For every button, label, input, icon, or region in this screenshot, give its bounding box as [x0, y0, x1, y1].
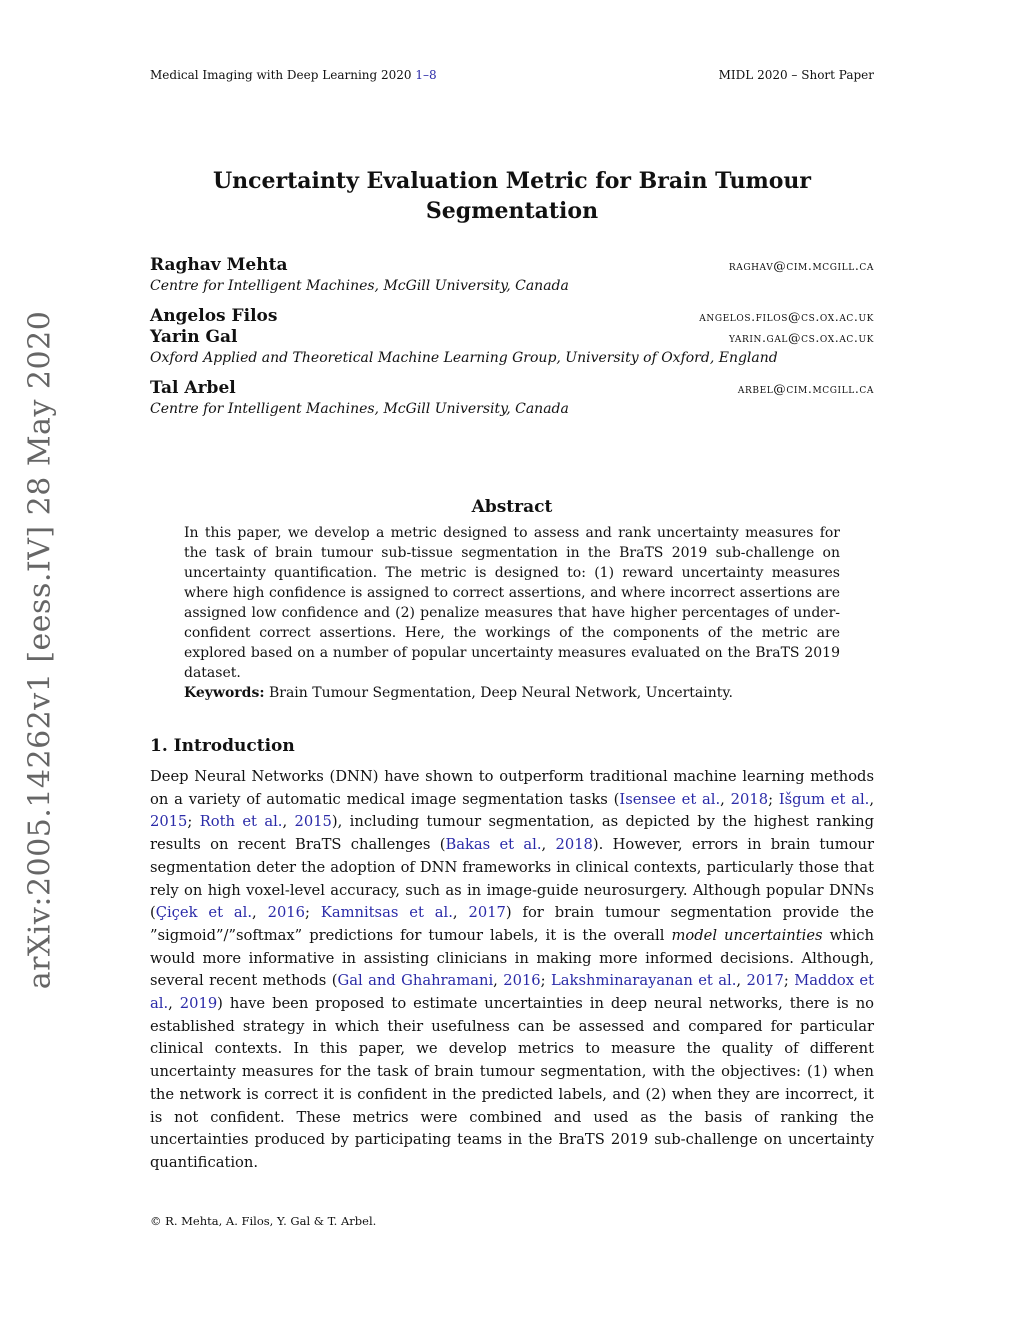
header-venue: Medical Imaging with Deep Learning 2020 1–8 — [150, 68, 437, 82]
author-row — [150, 327, 874, 348]
author-name: Tal Arbel — [150, 378, 236, 398]
keywords-label: Keywords: — [184, 685, 265, 701]
author-email[interactable]: angelos.filos@cs.ox.ac.uk — [699, 309, 874, 324]
citation-link[interactable]: 2015 — [150, 813, 188, 831]
citation-link[interactable]: 2016 — [503, 972, 541, 990]
citation-link[interactable]: 2018 — [555, 836, 593, 854]
abstract-text: In this paper, we develop a metric designed to assess and rank uncertainty measures for the task of brain tumour sub-tissue segmentation in the BraTS 2019 sub-challenge on uncertainty quantification. The metric is designed to: (1) reward uncertainty measures where high confidence is assigned to correct assertions, and where incorrect assertions are assigned low confidence and (2) penalize measures that have higher percentages of under-confident correct assertions. Here, the workings of the components of the metric are explored based on a number of popular uncertainty measures evaluated on the BraTS 2019 dataset. — [184, 525, 840, 681]
author-email[interactable]: arbel@cim.mcgill.ca — [737, 381, 874, 396]
citation-link[interactable]: 2016 — [267, 904, 305, 922]
citation-link[interactable]: Bakas et al. — [445, 836, 542, 854]
title-line-2: Segmentation — [425, 198, 599, 224]
keywords-list: Brain Tumour Segmentation, Deep Neural Network, Uncertainty. — [268, 685, 733, 701]
author-affiliation: Oxford Applied and Theoretical Machine Learning Group, University of Oxford, England — [150, 350, 778, 366]
arxiv-identifier: arXiv:2005.14262v1 [eess.IV] 28 May 2020 — [22, 310, 58, 990]
citation-link[interactable]: Lakshminarayanan et al. — [551, 972, 737, 990]
citation-link[interactable]: Gal and Ghahramani — [337, 972, 494, 990]
abstract-heading: Abstract — [471, 497, 553, 517]
intro-paragraph: Deep Neural Networks (DNN) have shown to outperform traditional machine learning methods on a variety of automatic medical image segmentation tasks (Isensee et al., 2018; Išgum et al., 2015; Roth et al., 2015), including tumour segmentation, as depicted by the highest ranking results on recent BraTS challenges (Bakas et al., 2018). However, errors in brain tumour segmentation deter the adoption of DNN frameworks in clinical contexts, particularly those that rely on high voxel-level accuracy, such as in image-guide neurosurgery. Although popular DNNs (Çiçek et al., 2016; Kamnitsas et al., 2017) for brain tumour segmentation provide the ”sigmoid”/”softmax” predictions for tumour labels, it is the overall model uncertainties which would more informative in assisting clinicians in making more informed decisions. Although, several recent methods (Gal and Ghahramani, 2016; Lakshminarayanan et al., 2017; Maddox et al., 2019) have been proposed to estimate uncertainties in deep neural networks, there is no established strategy in which their usefulness can be assessed and compared for particular clinical contexts. In this paper, we develop metrics to measure the quality of different uncertainty measures for the task of brain tumour segmentation, with the objectives: (1) when the network is correct it is confident in the predicted labels, and (2) when they are incorrect, it is not confident. These metrics were combined and used as the basis of ranking the uncertainties produced by participating teams in the BraTS 2019 sub-challenge on uncertainty quantification. — [150, 768, 875, 1171]
citation-link[interactable]: Maddox et al. — [150, 972, 875, 1013]
abstract-section — [184, 497, 840, 703]
paper-title — [150, 166, 874, 226]
citation-link[interactable]: Išgum et al. — [778, 790, 870, 808]
citation-link[interactable]: Isensee et al. — [619, 790, 721, 808]
header-pages-link[interactable]: 1–8 — [415, 68, 437, 82]
author-affiliation: Centre for Intelligent Machines, McGill University, Canada — [150, 278, 569, 294]
citation-link[interactable]: Kamnitsas et al. — [320, 904, 453, 922]
citation-link[interactable]: 2017 — [468, 904, 506, 922]
title-line-1: Uncertainty Evaluation Metric for Brain Tumour — [212, 168, 812, 194]
citation-link[interactable]: Çiçek et al. — [155, 904, 253, 922]
author-email[interactable]: yarin.gal@cs.ox.ac.uk — [729, 330, 874, 345]
arxiv-sidebar — [20, 310, 60, 990]
author-name: Yarin Gal — [150, 327, 238, 347]
emphasis: model uncertainties — [671, 926, 823, 944]
author-affiliation: Centre for Intelligent Machines, McGill University, Canada — [150, 401, 569, 417]
author-block — [150, 255, 874, 419]
introduction-section — [150, 736, 874, 1175]
author-name: Raghav Mehta — [150, 255, 288, 275]
citation-link[interactable]: 2015 — [294, 813, 332, 831]
author-email[interactable]: raghav@cim.mcgill.ca — [728, 258, 874, 273]
citation-link[interactable]: 2019 — [179, 995, 218, 1013]
citation-link[interactable]: 2017 — [746, 972, 784, 990]
section-heading: 1. Introduction — [150, 736, 295, 756]
header-paper-type: MIDL 2020 – Short Paper — [718, 68, 874, 82]
author-row — [150, 255, 874, 276]
running-header — [150, 68, 874, 82]
copyright-footer: © R. Mehta, A. Filos, Y. Gal & T. Arbel. — [150, 1214, 377, 1228]
author-row — [150, 378, 874, 399]
author-name: Angelos Filos — [150, 306, 278, 326]
author-row — [150, 306, 874, 327]
keywords — [184, 683, 840, 703]
citation-link[interactable]: 2018 — [730, 790, 769, 808]
citation-link[interactable]: Roth et al. — [199, 813, 283, 831]
